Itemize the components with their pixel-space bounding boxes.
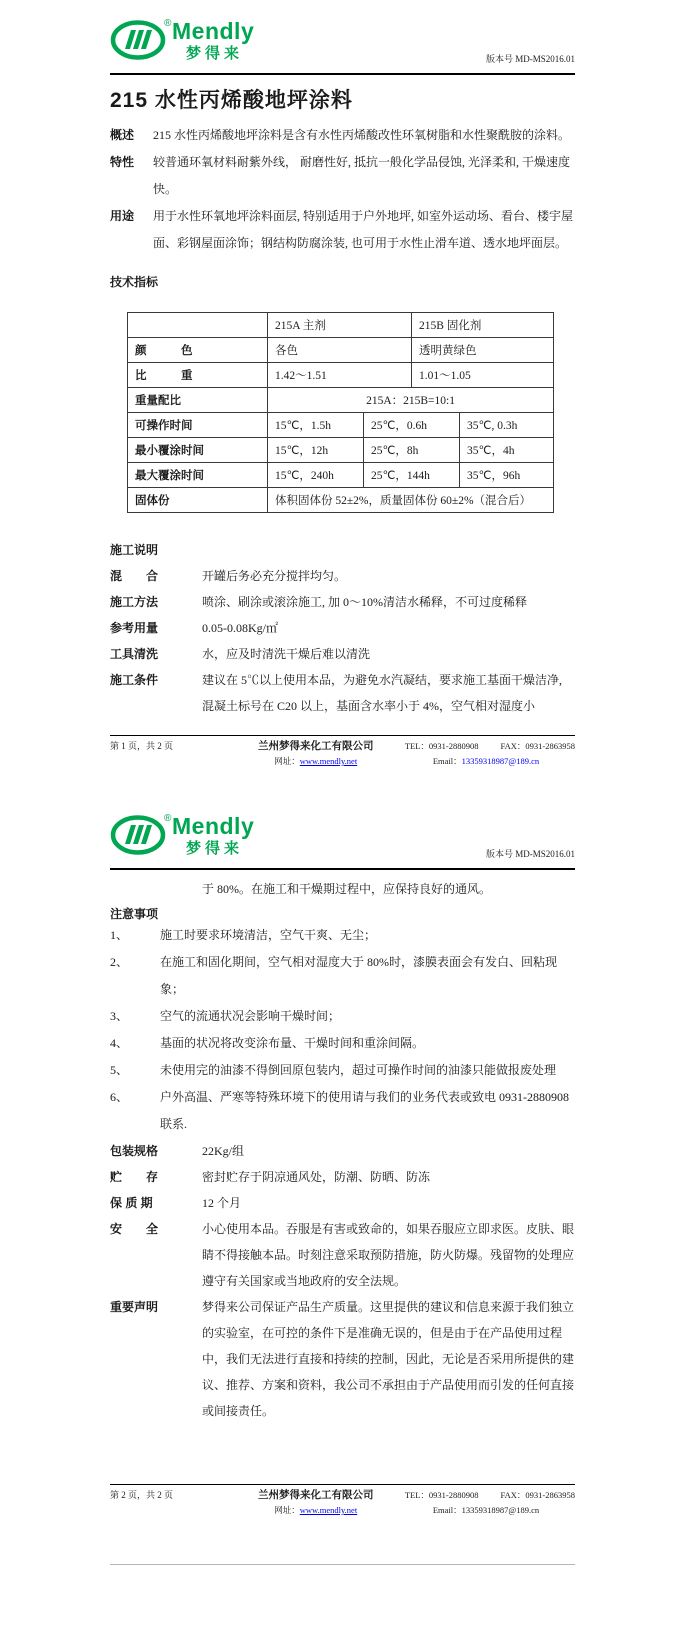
- table-row: [128, 363, 554, 388]
- page-2: [0, 795, 687, 1565]
- table-row: [128, 438, 554, 463]
- notes-heading: 注意事项: [110, 907, 159, 921]
- section-text: 用于水性环氧地坪涂料面层, 特别适用于户外地坪, 如室外运动场、看台、楼宇屋面、彩钢屋面涂饰；钢结构防腐涂装, 也可用于水性止滑车道、透水地坪面层。: [153, 209, 574, 250]
- continuation-text: 于 80%。在施工和干燥期过程中，应保持良好的通风。: [202, 882, 491, 896]
- table-cell: 215B 固化剂: [412, 313, 554, 338]
- table-cell: 215A：215B=10:1: [268, 388, 554, 413]
- website-link[interactable]: www.mendly.net: [299, 756, 358, 766]
- table-row: [128, 388, 554, 413]
- construction-text: 水，应及时清洗干燥后难以清洗: [202, 647, 371, 661]
- info-row: [110, 1138, 575, 1164]
- header-rule: [110, 73, 575, 75]
- note-text: 未使用完的油漆不得倒回原包装内，超过可操作时间的油漆只能做报废处理: [160, 1063, 557, 1077]
- table-row: [128, 338, 554, 363]
- table-cell: 25℃，8h: [364, 438, 460, 463]
- construction-text: 开罐后务必充分搅拌均匀。: [202, 569, 347, 583]
- note-item: [110, 1057, 575, 1084]
- table-cell: 透明黄绿色: [412, 338, 554, 363]
- table-cell: 25℃，0.6h: [364, 413, 460, 438]
- site-label: 网址：: [274, 1505, 300, 1515]
- note-number: 5、: [110, 1063, 129, 1077]
- info-row: [110, 1164, 575, 1190]
- construction-row: [110, 667, 575, 719]
- construction-section: [110, 563, 575, 719]
- note-number: 2、: [110, 955, 129, 969]
- table-cell: 215A 主剂: [268, 313, 412, 338]
- info-text: 22Kg/组: [202, 1144, 245, 1158]
- info-text: 密封贮存于阴凉通风处，防潮、防晒、防冻: [202, 1170, 431, 1184]
- info-row: [110, 1294, 575, 1424]
- company-name: 兰州梦得来化工有限公司: [257, 741, 374, 752]
- brand-name-cn: 梦得来: [186, 840, 244, 857]
- note-number: 3、: [110, 1009, 129, 1023]
- info-label: 保 质 期: [110, 1196, 153, 1210]
- brand-name-cn: 梦得来: [186, 45, 244, 62]
- email-value: 13359318987@189.cn: [461, 756, 540, 766]
- note-number: 6、: [110, 1090, 129, 1104]
- table-row-label: 颜 色: [128, 338, 268, 363]
- info-text: 梦得来公司保证产品生产质量。这里提供的建议和信息来源于我们独立的实验室，在可控的条件下是准确无误的，但是由于在产品使用过程中，我们无法进行直接和持续的控制，因此，无论是否采用所提供的建议、推荐、方案和资料，我公司不承担由于产品使用而引发的任何直接或间接责任。: [202, 1300, 575, 1418]
- page-footer: [110, 1485, 575, 1518]
- table-cell: 体积固体份 52±2%，质量固体份 60±2%（混合后）: [268, 488, 554, 513]
- construction-label: 工具清洗: [110, 647, 159, 661]
- registered-mark: ®: [164, 18, 172, 29]
- email-label: Email：: [432, 756, 462, 766]
- construction-label: 施工条件: [110, 673, 159, 687]
- info-text: 12 个月: [202, 1196, 242, 1210]
- info-label: 包装规格: [110, 1144, 159, 1158]
- note-item: [110, 1084, 575, 1138]
- construction-text: 0.05-0.08Kg/㎡: [202, 621, 278, 635]
- section-text: 215 水性丙烯酸地坪涂料是含有水性丙烯酸改性环氧树脂和水性聚酰胺的涂料。: [153, 128, 571, 142]
- tech-table-body: [128, 313, 554, 513]
- section-text: 较普通环氧材料耐紫外线， 耐磨性好, 抵抗一般化学品侵蚀, 光泽柔和, 干燥速度快。: [153, 155, 571, 196]
- note-item: [110, 949, 575, 1003]
- table-cell: 15℃，240h: [268, 463, 364, 488]
- info-label: 安 全: [110, 1222, 159, 1236]
- section-row: [110, 122, 575, 149]
- construction-text: 建议在 5℃以上使用本品，为避免水汽凝结，要求施工基面干燥洁净, 混凝土标号在 C20 以上，基面含水率小于 4%，空气相对湿度小: [202, 673, 563, 713]
- info-row: [110, 1190, 575, 1216]
- page-number: 第 1 页，共 2 页: [110, 741, 174, 751]
- construction-row: [110, 615, 575, 641]
- table-row-label: 最大覆涂时间: [128, 463, 268, 488]
- version-label: 版本号 MD-MS2016.01: [485, 849, 575, 859]
- table-cell: 35℃，4h: [460, 438, 554, 463]
- note-item: [110, 922, 575, 949]
- version-label: 版本号 MD-MS2016.01: [485, 54, 575, 64]
- tech-table: [127, 312, 554, 513]
- note-item: [110, 1030, 575, 1057]
- page-bottom-rule: [110, 1564, 575, 1565]
- registered-mark: ®: [164, 813, 172, 824]
- email-value: 13359318987@189.cn: [461, 1505, 540, 1515]
- construction-row: [110, 589, 575, 615]
- page-number: 第 2 页，共 2 页: [110, 1490, 174, 1500]
- header-rule: [110, 868, 575, 870]
- info-label: 贮 存: [110, 1170, 159, 1184]
- construction-label: 混 合: [110, 569, 159, 583]
- section-label: 特性: [110, 155, 135, 169]
- table-row-label: 重量配比: [128, 388, 268, 413]
- note-text: 施工时要求环境清洁，空气干爽、无尘；: [160, 928, 377, 942]
- section-label: 用途: [110, 209, 135, 223]
- mendly-logo-icon: [110, 13, 270, 63]
- table-row-label: [128, 313, 268, 338]
- table-cell: 35℃，96h: [460, 463, 554, 488]
- table-row: [128, 413, 554, 438]
- construction-text: 喷涂、刷涂或滚涂施工, 加 0～10%清洁水稀释，不可过度稀释: [202, 595, 527, 609]
- table-cell: 各色: [268, 338, 412, 363]
- table-row-label: 最小覆涂时间: [128, 438, 268, 463]
- section-label: 概述: [110, 128, 135, 142]
- fax-value: FAX：0931-2863958: [500, 1490, 575, 1500]
- info-row: [110, 1216, 575, 1294]
- brand-name: Mendly: [172, 813, 255, 839]
- info-section: [110, 1138, 575, 1424]
- brand-logo: [110, 13, 270, 68]
- table-row: [128, 488, 554, 513]
- table-cell: 25℃，144h: [364, 463, 460, 488]
- tel-value: TEL：0931-2880908: [404, 1490, 479, 1500]
- fax-value: FAX：0931-2863958: [500, 741, 575, 751]
- table-row-label: 固体份: [128, 488, 268, 513]
- page-header: [110, 0, 575, 68]
- table-row: [128, 463, 554, 488]
- info-label: 重要声明: [110, 1300, 159, 1314]
- page-1: [0, 0, 687, 769]
- note-number: 1、: [110, 928, 129, 942]
- tech-heading: 技术指标: [110, 275, 159, 289]
- section-row: [110, 149, 575, 203]
- table-cell: 35℃, 0.3h: [460, 413, 554, 438]
- page-footer: [110, 736, 575, 769]
- table-cell: 1.01～1.05: [412, 363, 554, 388]
- table-row: [128, 313, 554, 338]
- brand-name: Mendly: [172, 18, 255, 44]
- table-row-label: 可操作时间: [128, 413, 268, 438]
- mendly-logo-icon: [110, 808, 270, 858]
- construction-row: [110, 641, 575, 667]
- website-link[interactable]: www.mendly.net: [299, 1505, 358, 1515]
- table-row-label: 比 重: [128, 363, 268, 388]
- construction-heading: 施工说明: [110, 543, 159, 557]
- site-label: 网址：: [274, 756, 300, 766]
- note-text: 户外高温、严寒等特殊环境下的使用请与我们的业务代表或致电 0931-2880908 联系.: [160, 1090, 569, 1131]
- note-text: 在施工和固化期间，空气相对湿度大于 80%时，漆膜表面会有发白、回粘现象；: [160, 955, 557, 996]
- info-text: 小心使用本品。吞服是有害或致命的，如果吞服应立即求医。皮肤、眼睛不得接触本品。时刻注意采取预防措施，防火防爆。残留物的处理应遵守有关国家或当地政府的安全法规。: [202, 1222, 575, 1288]
- page-title: 215 水性丙烯酸地坪涂料: [110, 89, 353, 112]
- construction-label: 参考用量: [110, 621, 159, 635]
- page-header: [110, 795, 575, 863]
- table-cell: 15℃，1.5h: [268, 413, 364, 438]
- section-row: [110, 203, 575, 257]
- table-cell: 15℃，12h: [268, 438, 364, 463]
- construction-row: [110, 563, 575, 589]
- notes-list: [110, 922, 575, 1138]
- company-name: 兰州梦得来化工有限公司: [257, 1490, 374, 1501]
- note-text: 基面的状况将改变涂布量、干燥时间和重涂间隔。: [160, 1036, 425, 1050]
- construction-label: 施工方法: [110, 595, 159, 609]
- note-text: 空气的流通状况会影响干燥时间；: [160, 1009, 341, 1023]
- brand-logo: [110, 808, 270, 863]
- table-cell: 1.42～1.51: [268, 363, 412, 388]
- tel-value: TEL：0931-2880908: [404, 741, 479, 751]
- note-number: 4、: [110, 1036, 129, 1050]
- overview-sections: [110, 122, 575, 257]
- email-label: Email：: [432, 1505, 462, 1515]
- note-item: [110, 1003, 575, 1030]
